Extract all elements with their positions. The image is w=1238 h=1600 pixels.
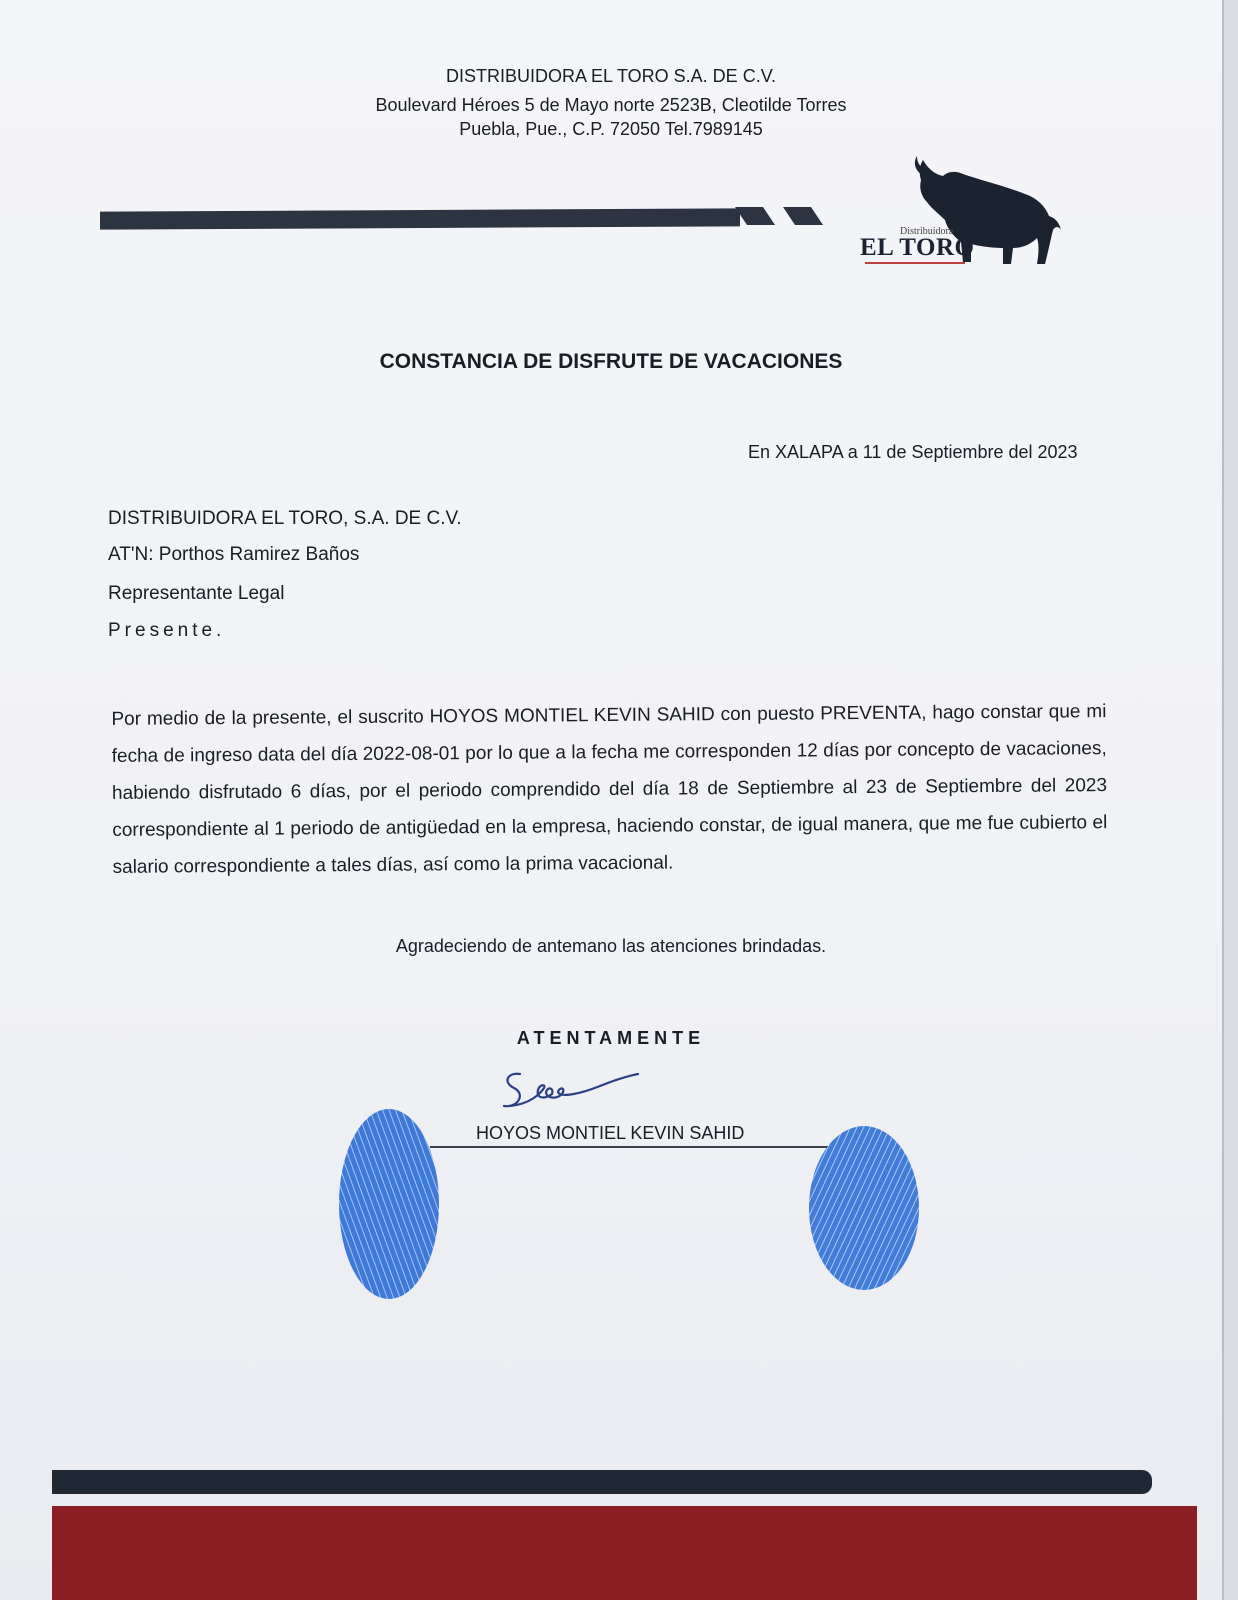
thanks-line: Agradeciendo de antemano las atenciones brindadas. bbox=[395, 936, 827, 956]
recipient-role: Representante Legal bbox=[108, 583, 285, 604]
body-paragraph: Por medio de la presente, el suscrito HOYOS MONTIEL KEVIN SAHID con puesto PREVENTA, hago constar que mi fecha de ingreso data del día 2022-08-01 por lo que a la fecha me corresponden 12 días por concepto de vacaciones, habiendo disfrutado 6 días, por el periodo comprendido del día 18 de Septiembre al 23 de Septiembre del 2023 correspondiente al 1 periodo de antigüedad en la empresa, haciendo constar, de igual manera, que me fue cubierto el salario correspondiente a tales días, así como la prima vacacional. bbox=[111, 701, 1108, 878]
letterhead-company: DISTRIBUIDORA EL TORO S.A. DE C.V. bbox=[445, 66, 777, 86]
date-line: En XALAPA a 11 de Septiembre del 2023 bbox=[748, 442, 1078, 462]
letterhead-address-line2: Puebla, Pue., C.P. 72050 Tel.7989145 bbox=[459, 119, 763, 139]
document-title: CONSTANCIA DE DISFRUTE DE VACACIONES bbox=[379, 350, 843, 373]
footer-red-band bbox=[52, 1506, 1197, 1600]
footer-divider-bar bbox=[52, 1470, 1152, 1494]
recipient-attention: AT'N: Porthos Ramirez Baños bbox=[108, 544, 360, 565]
company-logo bbox=[855, 152, 1085, 277]
header-divider-bar bbox=[100, 208, 740, 229]
handwritten-signature bbox=[500, 1064, 650, 1120]
letterhead-address-line1: Boulevard Héroes 5 de Mayo norte 2523B, Cleotilde Torres bbox=[375, 95, 847, 115]
right-thumbprint bbox=[806, 1122, 922, 1294]
logo-brand: EL TORO bbox=[860, 234, 975, 261]
signer-name: HOYOS MONTIEL KEVIN SAHID bbox=[476, 1123, 745, 1143]
recipient-company: DISTRIBUIDORA EL TORO, S.A. DE C.V. bbox=[108, 508, 462, 529]
header-chevron bbox=[735, 207, 775, 225]
logo-small-text: Distribuidora bbox=[900, 226, 954, 237]
closing-atentamente: ATENTAMENTE bbox=[516, 1028, 706, 1048]
header-chevron bbox=[783, 207, 823, 225]
recipient-presente: Presente. bbox=[108, 620, 226, 641]
logo-underline bbox=[865, 262, 965, 264]
left-thumbprint bbox=[336, 1106, 442, 1302]
signature-line bbox=[430, 1146, 828, 1148]
